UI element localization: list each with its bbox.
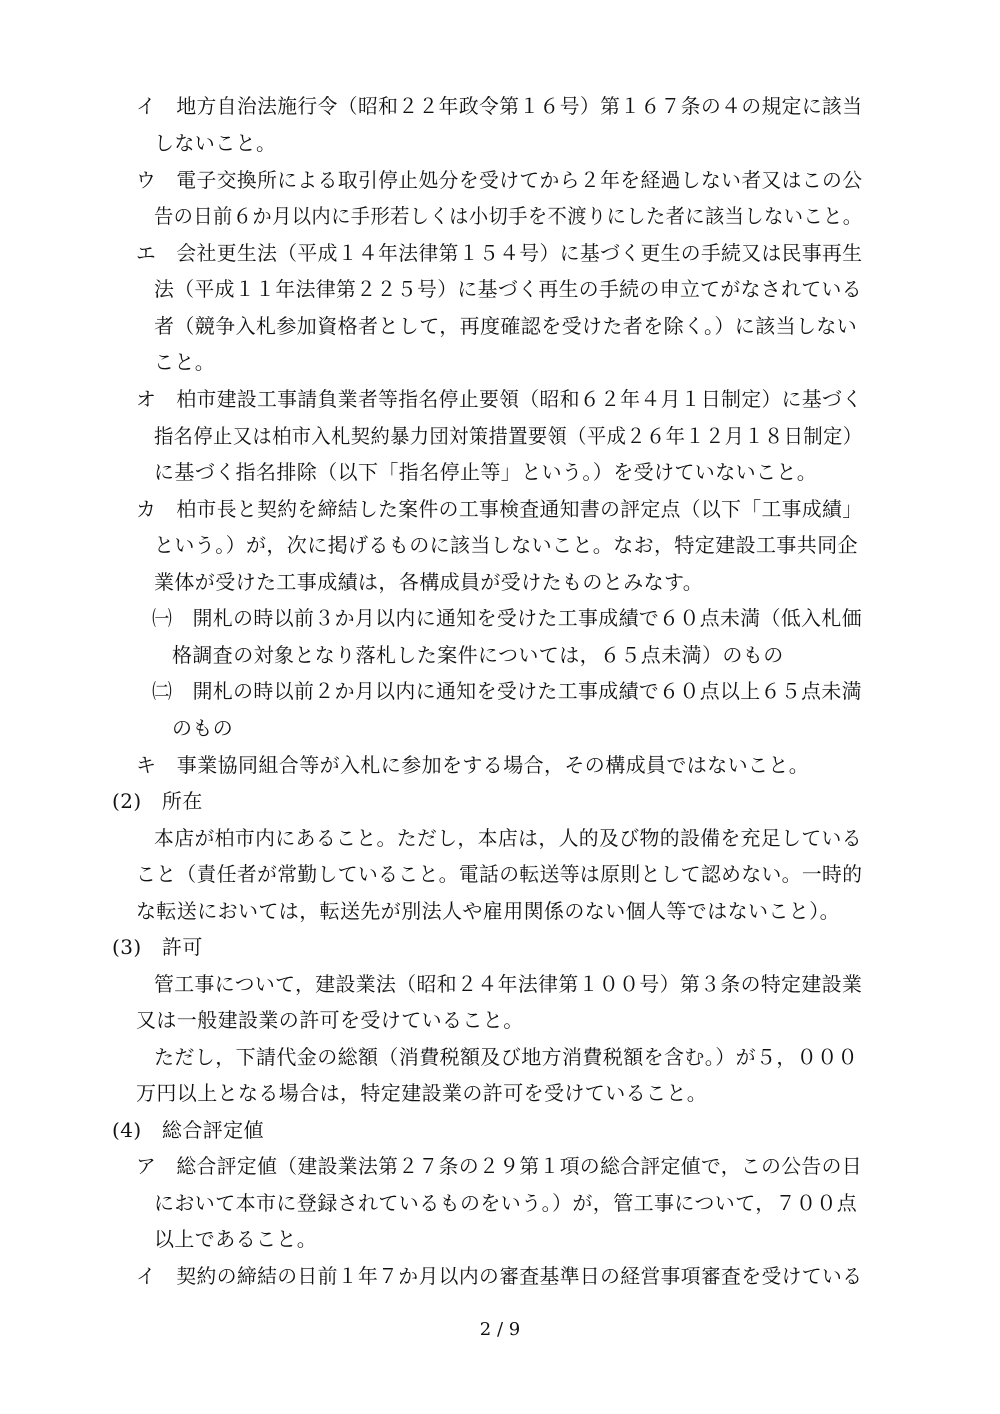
page-number: 2 / 9 xyxy=(479,1319,521,1340)
item-u-line-2: 告の日前６か月以内に手形若しくは小切手を不渡りにした者に該当しないこと。 xyxy=(154,204,863,228)
item-o-line-3: に基づく指名排除（以下「指名停止等」という。）を受けていないこと。 xyxy=(154,460,818,484)
item-ka-line-2: という。）が，次に掲げるものに該当しないこと。なお，特定建設工事共同企 xyxy=(154,533,858,557)
section-3-heading: (3) 許可 xyxy=(112,935,203,959)
item-o-line-1: オ 柏市建設工事請負業者等指名停止要領（昭和６２年４月１日制定）に基づく xyxy=(136,387,863,411)
section-2-heading: (2) 所在 xyxy=(112,789,203,813)
subitem-a-line-1: ㈠ 開札の時以前３か月以内に通知を受けた工事成績で６０点未満（低入札価 xyxy=(152,606,863,630)
section-4-item-a-line-3: 以上であること。 xyxy=(154,1227,318,1251)
section-2-para-line-1: 本店が柏市内にあること。ただし，本店は，人的及び物的設備を充足している xyxy=(154,826,863,850)
subitem-b-line-1: ㈡ 開札の時以前２か月以内に通知を受けた工事成績で６０点以上６５点未満 xyxy=(152,679,863,703)
section-3-para-line-2: 又は一般建設業の許可を受けていること。 xyxy=(136,1008,524,1032)
section-2-para-line-3: な転送においては，転送先が別法人や雇用関係のない個人等ではないこと）。 xyxy=(136,899,840,923)
item-e-line-1: エ 会社更生法（平成１４年法律第１５４号）に基づく更生の手続又は民事再生 xyxy=(136,241,863,265)
item-e-line-3: 者（競争入札参加資格者として，再度確認を受けた者を除く。）に該当しない xyxy=(154,314,858,338)
section-3-para-line-4: 万円以上となる場合は，特定建設業の許可を受けていること。 xyxy=(136,1081,708,1105)
item-ki-line-1: キ 事業協同組合等が入札に参加をする場合，その構成員ではないこと。 xyxy=(136,753,810,777)
item-u-line-1: ウ 電子交換所による取引停止処分を受けてから２年を経過しない者又はこの公 xyxy=(136,168,863,192)
section-2-para-line-2: こと（責任者が常勤していること。電話の転送等は原則として認めない。一時的 xyxy=(136,862,863,886)
item-i-line-2: しないこと。 xyxy=(154,131,277,155)
subitem-b-line-2: のもの xyxy=(172,716,234,740)
section-3-para-line-3: ただし，下請代金の総額（消費税額及び地方消費税額を含む。）が５，０００ xyxy=(154,1045,858,1069)
item-e-line-2: 法（平成１１年法律第２２５号）に基づく再生の手続の申立てがなされている xyxy=(154,277,863,301)
item-o-line-2: 指名停止又は柏市入札契約暴力団対策措置要領（平成２６年１２月１８日制定） xyxy=(154,424,863,448)
item-i-line-1: イ 地方自治法施行令（昭和２２年政令第１６号）第１６７条の４の規定に該当 xyxy=(136,94,863,118)
section-3-para-line-1: 管工事について，建設業法（昭和２４年法律第１００号）第３条の特定建設業 xyxy=(154,972,863,996)
item-e-line-4: こと。 xyxy=(154,350,216,374)
section-4-heading: (4) 総合評定値 xyxy=(112,1118,264,1142)
item-ka-line-1: カ 柏市長と契約を締結した案件の工事検査通知書の評定点（以下「工事成績」 xyxy=(136,497,863,521)
section-4-item-a-line-1: ア 総合評定値（建設業法第２７条の２９第１項の総合評定値で，この公告の日 xyxy=(136,1154,862,1178)
item-ka-line-3: 業体が受けた工事成績は，各構成員が受けたものとみなす。 xyxy=(154,570,704,594)
subitem-a-line-2: 格調査の対象となり落札した案件については，６５点未満）のもの xyxy=(172,643,784,667)
section-4-item-a-line-2: において本市に登録されているものをいう。）が，管工事について，７００点 xyxy=(154,1191,858,1215)
section-4-item-i-line-1: イ 契約の締結の日前１年７か月以内の審査基準日の経営事項審査を受けている xyxy=(136,1264,863,1288)
